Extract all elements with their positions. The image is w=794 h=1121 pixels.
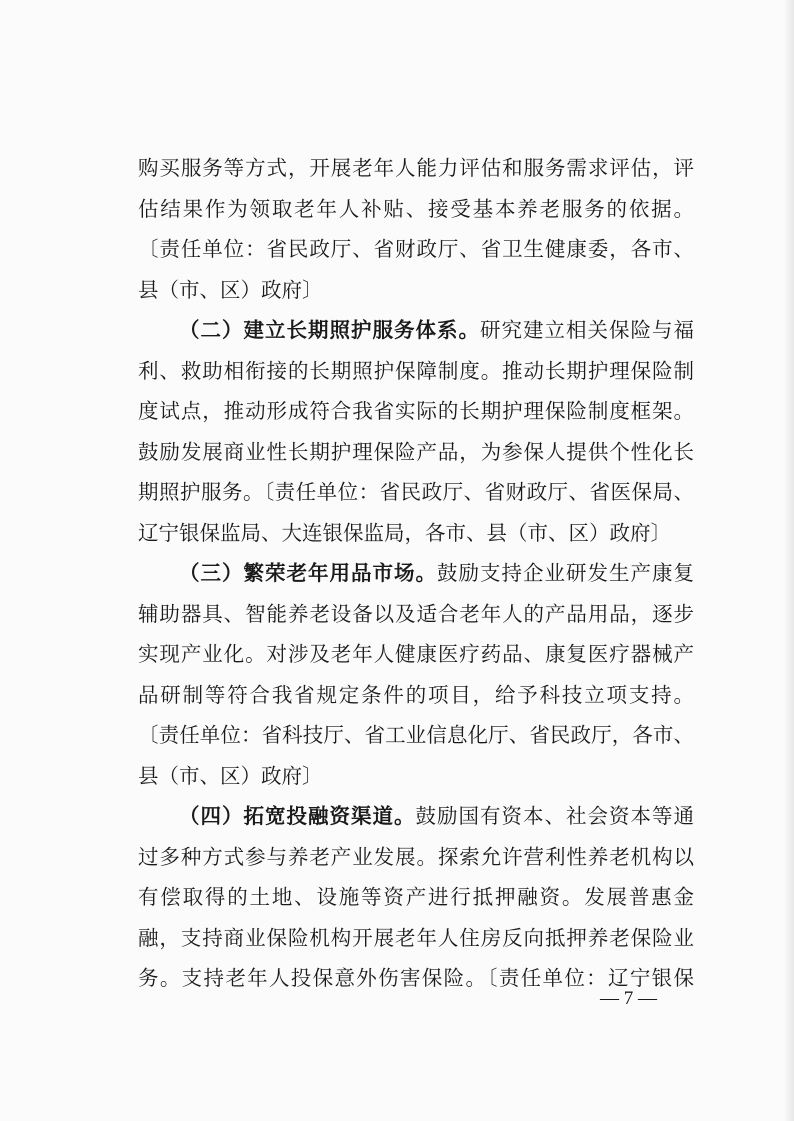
section-heading: （四）拓宽投融资渠道。 xyxy=(179,804,416,828)
text-line: 县（市、区）政府〕 xyxy=(138,763,323,788)
section-text: 鼓励国有资本、社会资本等通 xyxy=(415,804,694,828)
section-heading: （二）建立长期照护服务体系。 xyxy=(179,318,480,342)
text-line: 务。支持老年人投保意外伤害保险。〔责任单位：辽宁银保 xyxy=(138,966,694,990)
page-edge-shadow xyxy=(784,0,794,1121)
text-line: 〔责任单位：省科技厅、省工业信息化厅、省民政厅，各市、 xyxy=(138,723,694,747)
page-number: — 7 — xyxy=(600,988,657,1009)
text-line: 鼓励发展商业性长期护理保险产品，为参保人提供个性化长 xyxy=(138,439,694,464)
text-line: 度试点，推动形成符合我省实际的长期护理保险制度框架。 xyxy=(138,399,694,423)
body-text xyxy=(138,148,694,999)
text-line: 利、救助相衔接的长期照护保障制度。推动长期护理保险制 xyxy=(138,358,694,383)
section-first-line xyxy=(138,553,694,594)
text-line: 辅助器具、智能养老设备以及适合老年人的产品用品，逐步 xyxy=(138,601,694,626)
section-text: 研究建立相关保险与福 xyxy=(480,318,694,342)
text-line: 有偿取得的土地、设施等资产进行抵押融资。发展普惠金 xyxy=(138,885,694,909)
section-first-line xyxy=(138,796,694,837)
text-line: 估结果作为领取老年人补贴、接受基本养老服务的依据。 xyxy=(138,196,694,221)
text-line: 期照护服务。〔责任单位：省民政厅、省财政厅、省医保局、 xyxy=(138,480,694,504)
section-first-line xyxy=(138,310,694,351)
text-line: 县（市、区）政府〕 xyxy=(138,277,323,302)
text-line: 〔责任单位：省民政厅、省财政厅、省卫生健康委，各市、 xyxy=(138,237,694,261)
text-line: 实现产业化。对涉及老年人健康医疗药品、康复医疗器械产 xyxy=(138,642,694,666)
text-line: 过多种方式参与养老产业发展。探索允许营利性养老机构以 xyxy=(138,844,694,869)
text-line: 购买服务等方式，开展老年人能力评估和服务需求评估，评 xyxy=(138,156,694,180)
section-heading: （三）繁荣老年用品市场。 xyxy=(179,561,437,585)
section-text: 鼓励支持企业研发生产康复 xyxy=(437,561,694,585)
text-line: 融，支持商业保险机构开展老年人住房反向抵押养老保险业 xyxy=(138,925,694,950)
text-line: 辽宁银保监局、大连银保监局，各市、县（市、区）政府〕 xyxy=(138,520,671,545)
text-line: 品研制等符合我省规定条件的项目，给予科技立项支持。 xyxy=(138,682,694,707)
